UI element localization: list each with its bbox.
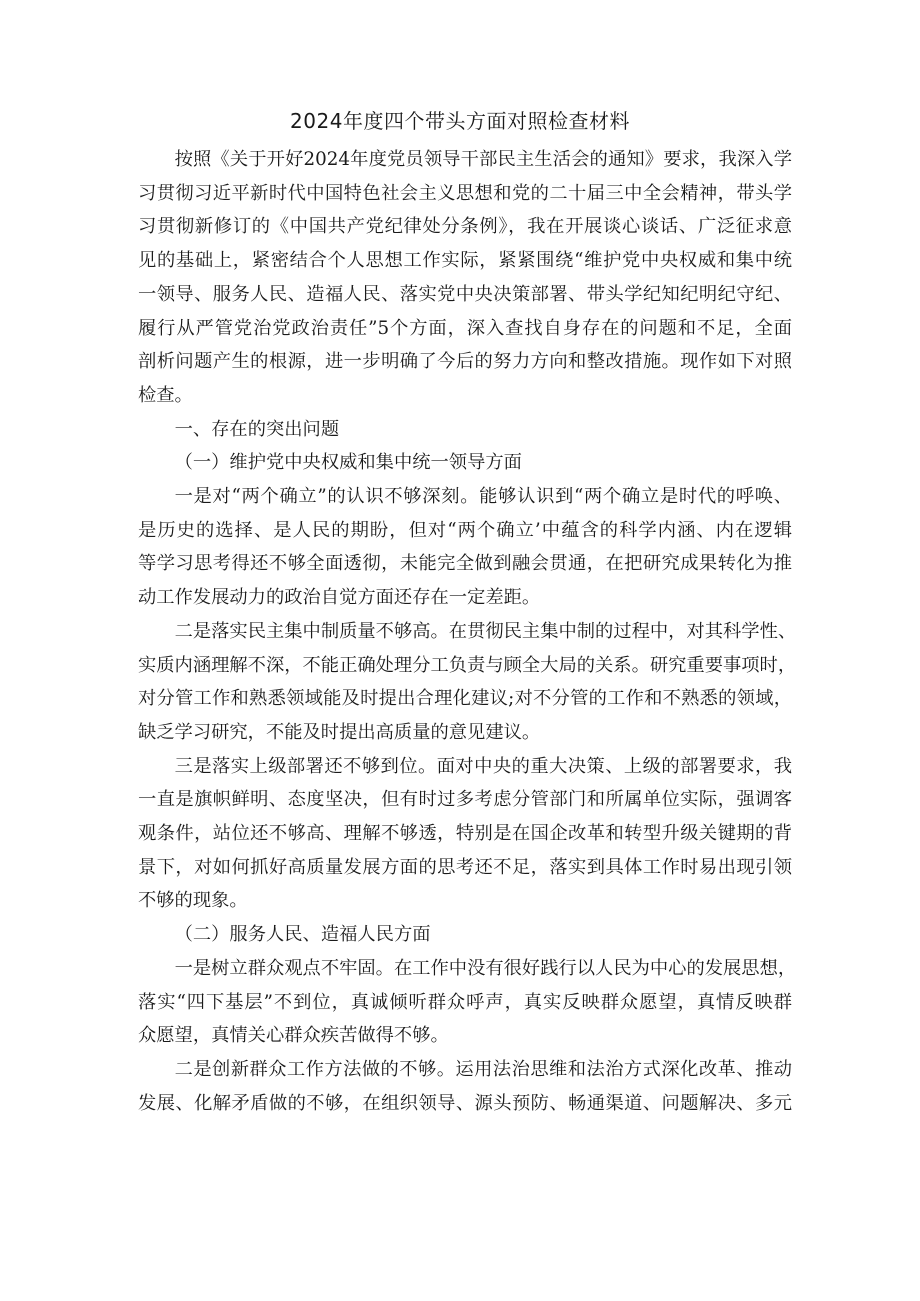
text-line: 一是对“两个确立”的认识不够深刻。能够认识到“两个确立是时代的呼唤、 (174, 486, 792, 508)
text-line: 习贯彻新修订的《中国共产党纪律处分条例》，我在开展谈心谈话、广泛征求意 (138, 216, 792, 238)
text-line: 对分管工作和熟悉领域能及时提出合理化建议;对不分管的工作和不熟悉的领域， (138, 688, 792, 710)
text-line: 按照《关于开好2024年度党员领导干部民主生活会的通知》要求，我深入学 (174, 149, 792, 170)
text-line: 二是创新群众工作方法做的不够。运用法治思维和法治方式深化改革、推动 (174, 1058, 792, 1080)
text-line: 观条件，站位还不够高、理解不够透，特别是在国企改革和转型升级关键期的背 (138, 823, 792, 845)
subsection-1-paragraph-3 (138, 750, 792, 919)
subsection-1-paragraph-2 (138, 615, 797, 750)
text-line: 一、存在的突出问题 (174, 418, 340, 440)
subsection-1-paragraph-1 (138, 480, 792, 615)
text-line: 动工作发展动力的政治自觉方面还存在一定差距。 (138, 587, 541, 609)
text-line: 剖析问题产生的根源，进一步明确了今后的努力方向和整改措施。现作如下对照 (138, 351, 792, 373)
document-title: 2024年度四个带头方面对照检查材料 (290, 109, 630, 133)
text-line: 等学习思考得还不够全面透彻，未能完全做到融会贯通，在把研究成果转化为推 (138, 553, 792, 575)
subsection-2-paragraph-2 (138, 1053, 792, 1120)
text-line: 一是树立群众观点不牢固。在工作中没有很好践行以人民为中心的发展思想， (174, 957, 797, 979)
text-line: （一）维护党中央权威和集中统一领导方面 (174, 452, 522, 474)
intro-paragraph (138, 143, 792, 413)
text-line: 不够的现象。 (138, 890, 248, 912)
text-line: 二是落实民主集中制质量不够高。在贯彻民主集中制的过程中，对其科学性、 (174, 620, 797, 642)
subsection-2-heading (138, 918, 792, 952)
text-line: 习贯彻习近平新时代中国特色社会主义思想和党的二十届三中全会精神，带头学 (138, 182, 792, 204)
document-body (138, 143, 797, 1120)
text-line: 检查。 (138, 384, 193, 406)
text-line: 实质内涵理解不深，不能正确处理分工负责与顾全大局的关系。研究重要事项时， (138, 654, 797, 676)
text-line: （二）服务人民、造福人民方面 (174, 924, 431, 946)
text-line: 一直是旗帜鲜明、态度坚决，但有时过多考虑分管部门和所属单位实际，强调客 (138, 789, 792, 811)
subsection-1-heading (138, 446, 792, 480)
text-line: 一领导、服务人民、造福人民、落实党中央决策部署、带头学纪知纪明纪守纪、 (138, 283, 792, 305)
subsection-2-paragraph-1 (138, 952, 797, 1053)
section-1-heading (138, 413, 792, 447)
text-line: 是历史的选择、是人民的期盼，但对“两个确立’中蕴含的科学内涵、内在逻辑 (138, 519, 792, 541)
text-line: 见的基础上，紧密结合个人思想工作实际，紧紧围绕“维护党中央权威和集中统 (138, 250, 792, 272)
text-line: 众愿望，真情关心群众疾苦做得不够。 (138, 1025, 449, 1047)
text-line: 发展、化解矛盾做的不够，在组织领导、源头预防、畅通渠道、问题解决、多元 (138, 1092, 792, 1114)
text-line: 落实“四下基层”不到位，真诚倾听群众呼声，真实反映群众愿望，真情反映群 (138, 991, 792, 1013)
text-line: 景下，对如何抓好高质量发展方面的思考还不足，落实到具体工作时易出现引领 (138, 856, 792, 878)
text-line: 履行从严管党治党政治责任”5个方面，深入查找自身存在的问题和不足，全面 (138, 317, 792, 339)
text-line: 缺乏学习研究，不能及时提出高质量的意见建议。 (138, 721, 541, 743)
text-line: 三是落实上级部署还不够到位。面对中央的重大决策、上级的部署要求，我 (174, 755, 792, 777)
